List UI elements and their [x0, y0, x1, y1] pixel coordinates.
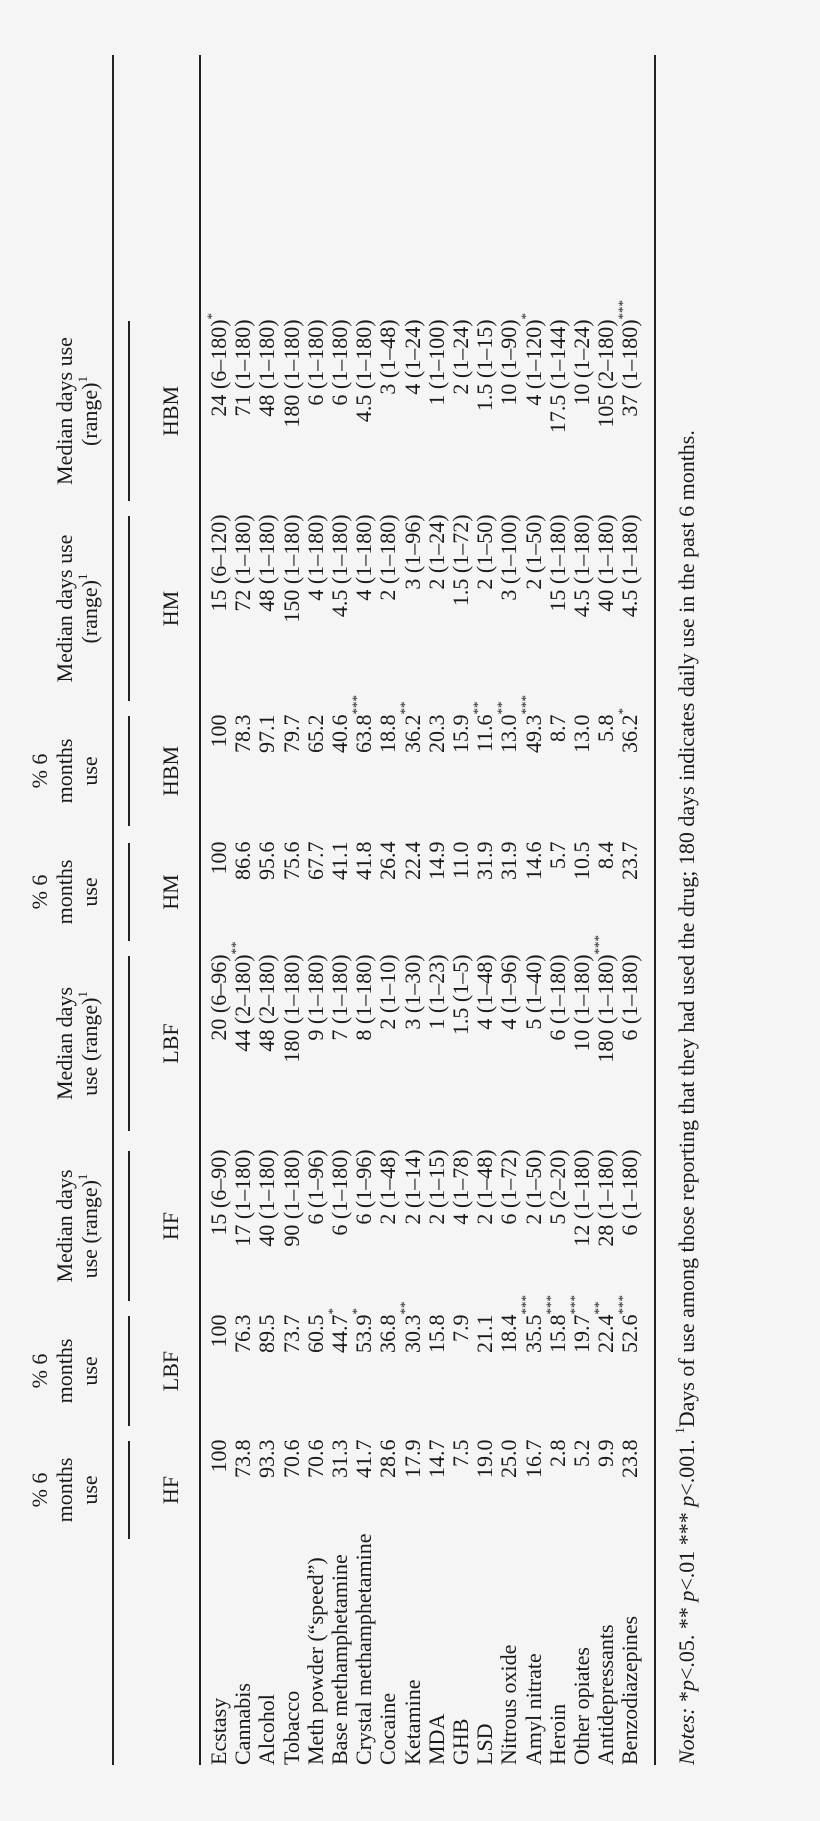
table-cell: 14.6	[520, 841, 546, 880]
table-cell: 17.5 (1–144)	[544, 319, 570, 434]
drug-name: Tobacco	[278, 1690, 304, 1765]
table-cell: 2 (1–180)	[375, 514, 401, 601]
table-cell: 25.0	[496, 1439, 522, 1478]
table-cell: 60.5	[302, 1314, 328, 1353]
table-cell: 19.0	[472, 1439, 498, 1478]
table-cell: 3 (1–96)	[399, 514, 425, 590]
table-cell: 86.6	[230, 841, 256, 880]
table-cell: 36.2*	[615, 707, 643, 753]
table-cell: 24 (6–180)*	[203, 312, 231, 417]
column-header-2: Median days use (range)$^1$	[52, 1169, 102, 1283]
table-cell: 4.5 (1–180)	[327, 514, 353, 618]
table-row	[401, 301, 425, 1765]
table-row	[255, 301, 279, 1765]
table-cell: 30.3**	[397, 1301, 425, 1353]
table-cell: 4.5 (1–180)	[569, 514, 595, 618]
table-cell: 105 (2–180)	[593, 319, 619, 428]
table-cell: 2 (1–48)	[472, 1149, 498, 1225]
table-row	[522, 301, 546, 1765]
table-cell: 35.5***	[518, 1294, 546, 1353]
table-cell: 89.5	[254, 1314, 280, 1353]
column-group-underline	[128, 843, 130, 941]
table-notes	[671, 430, 700, 1765]
table-cell: 13.0**	[494, 701, 522, 753]
table-cell: 6 (1–96)	[302, 1149, 328, 1225]
table-cell: 9 (1–180)	[302, 954, 328, 1041]
table-cell: 1 (1–23)	[423, 954, 449, 1030]
table-cell: 28 (1–180)	[593, 1149, 619, 1247]
table-row	[497, 301, 521, 1765]
table-cell: 15 (1–180)	[544, 514, 570, 612]
table-cell: 41.8	[351, 841, 377, 880]
table-cell: 49.3***	[518, 694, 546, 753]
table-cell: 7.9	[448, 1314, 474, 1342]
table-cell: 2 (1–48)	[375, 1149, 401, 1225]
table-cell: 6 (1–180)	[544, 954, 570, 1041]
table-cell: 3 (1–48)	[375, 319, 401, 395]
table-cell: 23.8	[617, 1439, 643, 1478]
drug-name: MDA	[423, 1713, 449, 1765]
table-cell: 6 (1–180)	[302, 319, 328, 406]
table-cell: 41.7	[351, 1439, 377, 1478]
drug-use-table	[203, 299, 643, 1765]
table-cell: 2 (1–50)	[520, 1149, 546, 1225]
table-cell: 8.4	[593, 841, 619, 869]
table-cell: 8 (1–180)	[351, 954, 377, 1041]
table-cell: 10 (1–180)	[569, 954, 595, 1052]
table-cell: 78.3	[230, 714, 256, 753]
table-row	[594, 301, 618, 1765]
sub-header-hf: HF	[158, 1475, 183, 1505]
drug-name: Benzodiazepines	[617, 1615, 643, 1765]
table-cell: 100	[206, 1439, 231, 1473]
sig-001: *** p<.001.	[674, 1439, 699, 1546]
drug-name: Other opiates	[569, 1647, 595, 1765]
table-cell: 93.3	[254, 1439, 280, 1478]
drug-name: Alcohol	[254, 1694, 280, 1765]
table-cell: 1.5 (1–72)	[448, 514, 474, 607]
table-cell: 18.4	[496, 1314, 522, 1353]
column-group-underline	[128, 716, 130, 826]
table-cell: 31.9	[496, 841, 522, 880]
table-cell: 4 (1–180)	[351, 514, 377, 601]
table-cell: 2 (1–14)	[399, 1149, 425, 1225]
table-cell: 180 (1–180)***	[590, 934, 619, 1063]
table-cell: 15 (6–120)	[206, 514, 231, 612]
table-cell: 40 (1–180)	[593, 514, 619, 612]
table-row	[546, 301, 570, 1765]
table-row	[352, 301, 376, 1765]
table-cell: 14.7	[423, 1439, 449, 1478]
table-cell: 36.2**	[397, 701, 425, 753]
drug-name: Nitrous oxide	[496, 1644, 522, 1765]
column-header-6: Median days use (range)$^1$	[52, 534, 102, 683]
drug-name: Heroin	[544, 1703, 570, 1765]
table-top-rule	[112, 55, 114, 1765]
table-cell: 71 (1–180)	[230, 319, 256, 417]
table-cell: 40.6	[327, 714, 353, 753]
table-cell: 53.9*	[348, 1307, 377, 1353]
table-cell: 10 (1–24)	[569, 319, 595, 406]
table-cell: 2 (1–15)	[423, 1149, 449, 1225]
table-cell: 6 (1–180)	[617, 954, 643, 1041]
table-cell: 52.6***	[615, 1294, 643, 1353]
table-cell: 4 (1–96)	[496, 954, 522, 1030]
table-cell: 21.1	[472, 1314, 498, 1353]
table-row	[449, 301, 473, 1765]
column-group-underline	[128, 1316, 130, 1426]
sub-header-hm: HM	[158, 590, 183, 627]
table-cell: 9.9	[593, 1439, 619, 1467]
footnote: $^1$Days of use among those reporting that they had used the drug; 180 days indicates daily use in the past 6 months.	[671, 430, 699, 1434]
column-header-4: % 6 months use	[27, 859, 102, 925]
table-cell: 7.5	[448, 1439, 474, 1467]
table-cell: 90 (1–180)	[278, 1149, 304, 1247]
table-row	[376, 301, 400, 1765]
table-cell: 48 (2–180)	[254, 954, 280, 1052]
table-cell: 15.8***	[542, 1294, 570, 1353]
table-cell: 6 (1–72)	[496, 1149, 522, 1225]
table-cell: 18.8	[375, 714, 401, 753]
table-cell: 6 (1–180)	[327, 1149, 353, 1236]
table-cell: 20.3	[423, 714, 449, 753]
table-row	[280, 301, 304, 1765]
drug-name: Cannabis	[230, 1683, 256, 1765]
table-cell: 100	[206, 841, 231, 875]
table-cell: 1.5 (1–15)	[472, 319, 498, 412]
table-row	[304, 301, 328, 1765]
drug-name: Meth powder (“speed”)	[302, 1557, 328, 1765]
table-cell: 16.7	[520, 1439, 546, 1478]
table-cell: 70.6	[302, 1439, 328, 1478]
table-cell: 4 (1–48)	[472, 954, 498, 1030]
column-group-underline	[128, 1151, 130, 1301]
table-cell: 4.5 (1–180)	[617, 514, 643, 618]
table-row	[425, 301, 449, 1765]
drug-name: LSD	[472, 1723, 498, 1765]
table-cell: 37 (1–180)***	[615, 299, 643, 417]
column-header-7: Median days use (range)$^1$	[52, 337, 102, 485]
column-group-underline	[128, 321, 130, 501]
table-cell: 2 (1–24)	[423, 514, 449, 590]
table-row	[618, 301, 642, 1765]
table-cell: 3 (1–100)	[496, 514, 522, 601]
sub-header-lbf: LBF	[158, 1023, 183, 1064]
table-cell: 63.8***	[348, 694, 377, 753]
table-cell: 6 (1–96)	[351, 1149, 377, 1225]
table-cell: 15 (6–90)	[206, 1149, 231, 1236]
table-cell: 4 (1–78)	[448, 1149, 474, 1225]
table-cell: 4 (1–24)	[399, 319, 425, 395]
table-cell: 22.4**	[590, 1301, 619, 1353]
table-cell: 73.8	[230, 1439, 256, 1478]
table-cell: 36.8	[375, 1314, 401, 1353]
table-cell: 180 (1–180)	[278, 319, 304, 428]
table-cell: 12 (1–180)	[569, 1149, 595, 1247]
column-group-underline	[128, 1441, 130, 1539]
column-group-underline	[128, 956, 130, 1131]
table-cell: 20 (6–96)	[206, 954, 231, 1041]
table-cell: 22.4	[399, 841, 425, 880]
table-cell: 10.5	[569, 841, 595, 880]
table-cell: 2 (1–10)	[375, 954, 401, 1030]
table-cell: 2 (1–24)	[448, 319, 474, 395]
column-header-0: % 6 months use	[27, 1457, 102, 1523]
table-row	[473, 301, 497, 1765]
table-cell: 8.7	[544, 714, 570, 742]
table-cell: 70.6	[278, 1439, 304, 1478]
column-header-3: Median days use (range)$^1$	[52, 986, 102, 1101]
column-header-1: % 6 months use	[27, 1338, 102, 1404]
sub-header-hf: HF	[158, 1211, 183, 1241]
column-group-underline	[128, 516, 130, 701]
table-cell: 13.0	[569, 714, 595, 753]
table-cell: 100	[206, 714, 231, 748]
table-cell: 5.8	[593, 714, 619, 742]
drug-name: GHB	[448, 1718, 474, 1765]
table-cell: 1 (1–100)	[423, 319, 449, 406]
sig-01: ** p<.01	[674, 1550, 699, 1630]
table-cell: 2 (1–50)	[472, 514, 498, 590]
table-cell: 7 (1–180)	[327, 954, 353, 1041]
table-row	[231, 301, 255, 1765]
sig-05: *p<.05.	[674, 1634, 699, 1703]
table-cell: 28.6	[375, 1439, 401, 1478]
table-cell: 95.6	[254, 841, 280, 880]
table-cell: 150 (1–180)	[278, 514, 304, 623]
table-cell: 14.9	[423, 841, 449, 880]
table-cell: 6 (1–180)	[617, 1149, 643, 1236]
table-cell: 1.5 (1–5)	[448, 954, 474, 1036]
drug-name: Cocaine	[375, 1692, 401, 1765]
header-bottom-rule	[199, 55, 201, 1765]
sub-header-hbm: HBM	[158, 385, 183, 437]
sub-header-hm: HM	[158, 874, 183, 910]
sub-header-lbf: LBF	[158, 1350, 183, 1392]
table-cell: 75.6	[278, 841, 304, 880]
table-cell: 41.1	[327, 841, 353, 880]
table-cell: 31.3	[327, 1439, 353, 1478]
drug-name: Antidepressants	[593, 1624, 619, 1765]
table-cell: 17.9	[399, 1439, 425, 1478]
table-cell: 2.8	[544, 1439, 570, 1467]
table-cell: 48 (1–180)	[254, 514, 280, 612]
table-row	[328, 301, 352, 1765]
table-row	[207, 301, 231, 1765]
table-cell: 67.7	[302, 841, 328, 880]
drug-name: Crystal methamphetamine	[351, 1533, 377, 1765]
table-cell: 97.1	[254, 714, 280, 753]
table-cell: 10 (1–90)	[496, 319, 522, 406]
table-cell: 17 (1–180)	[230, 1149, 256, 1247]
table-cell: 180 (1–180)	[278, 954, 304, 1063]
table-cell: 31.9	[472, 841, 498, 880]
table-cell: 44 (2–180)**	[227, 941, 256, 1052]
table-cell: 72 (1–180)	[230, 514, 256, 612]
table-cell: 65.2	[302, 714, 328, 753]
table-cell: 4 (1–120)*	[518, 312, 546, 406]
table-cell: 15.8	[423, 1314, 449, 1353]
table-cell: 76.3	[230, 1314, 256, 1353]
table-row	[570, 301, 594, 1765]
table-cell: 5 (2–20)	[544, 1149, 570, 1225]
table-cell: 3 (1–30)	[399, 954, 425, 1030]
sub-header-hbm: HBM	[158, 745, 183, 797]
table-cell: 40 (1–180)	[254, 1149, 280, 1247]
table-cell: 44.7*	[324, 1307, 353, 1353]
drug-name: Ketamine	[399, 1679, 425, 1765]
table-cell: 26.4	[375, 841, 401, 880]
drug-name: Amyl nitrate	[520, 1653, 546, 1765]
table-cell: 19.7***	[566, 1294, 595, 1353]
table-cell: 48 (1–180)	[254, 319, 280, 417]
table-cell: 11.6**	[469, 701, 498, 753]
drug-name: Ecstasy	[206, 1697, 231, 1765]
table-cell: 4 (1–180)	[302, 514, 328, 601]
table-cell: 5.2	[569, 1439, 595, 1467]
table-cell: 11.0	[448, 841, 474, 880]
table-cell: 5 (1–40)	[520, 954, 546, 1030]
column-header-5: % 6 months use	[27, 738, 102, 804]
table-cell: 6 (1–180)	[327, 319, 353, 406]
notes-label: Notes:	[674, 1707, 699, 1765]
table-cell: 79.7	[278, 714, 304, 753]
table-cell: 15.9	[448, 714, 474, 753]
table-cell: 73.7	[278, 1314, 304, 1353]
table-cell: 5.7	[544, 841, 570, 869]
table-cell: 23.7	[617, 841, 643, 880]
table-cell: 100	[206, 1314, 231, 1348]
table-bottom-rule	[654, 55, 656, 1765]
drug-name: Base methamphetamine	[327, 1554, 353, 1765]
table-cell: 4.5 (1–180)	[351, 319, 377, 423]
table-cell: 2 (1–50)	[520, 514, 546, 590]
